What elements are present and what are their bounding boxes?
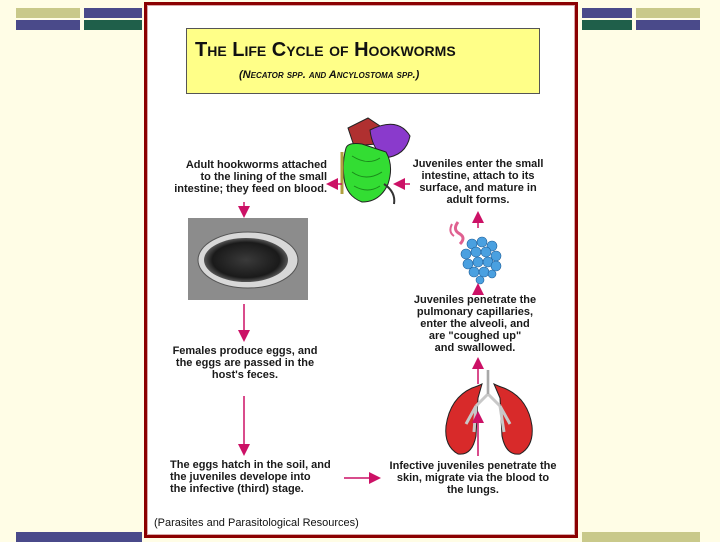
decor-bar-bottom-right [582, 532, 700, 542]
decor-bar-left-2 [84, 8, 142, 18]
decor-bar-right-1 [582, 8, 632, 18]
decor-bar-right-4 [636, 20, 700, 30]
decor-bar-right-3 [582, 20, 632, 30]
caption-infective-juveniles: Infective juveniles penetrate the skin, migrate via the blood to the lungs. [389, 460, 557, 496]
digestive-organs-icon [342, 118, 410, 204]
diagram-title: The Life Cycle of Hookworms [195, 39, 456, 61]
caption-eggs-hatch: The eggs hatch in the soil, and the juveniles develope into the infective (third) stage. [170, 459, 331, 495]
caption-juveniles-penetrate: Juveniles penetrate the pulmonary capillaries, enter the alveoli, and are "coughed up" and swallowed. [413, 294, 537, 354]
diagram-subtitle: (Necator spp. and Ancylostoma spp.) [239, 69, 420, 81]
decor-bar-bottom-left [16, 532, 142, 542]
decor-bar-left-1 [16, 8, 80, 18]
decor-bar-right-2 [636, 8, 700, 18]
caption-juveniles-enter: Juveniles enter the small intestine, attach to its surface, and mature in adult forms. [412, 158, 544, 206]
juvenile-worm-cluster-icon [450, 222, 501, 284]
slide-frame [144, 2, 578, 538]
source-credit: (Parasites and Parasitological Resources) [154, 517, 359, 529]
decor-bar-left-4 [84, 20, 142, 30]
diagram-graphics [148, 6, 574, 534]
lungs-icon [446, 370, 533, 454]
caption-females-eggs: Females produce eggs, and the eggs are passed in the host's feces. [172, 345, 318, 381]
diagram-panel [147, 5, 575, 535]
hookworm-egg-micrograph [188, 218, 308, 300]
caption-adult-hookworms: Adult hookworms attached to the lining of the small intestine; they feed on blood. [174, 159, 327, 195]
decor-bar-left-3 [16, 20, 80, 30]
